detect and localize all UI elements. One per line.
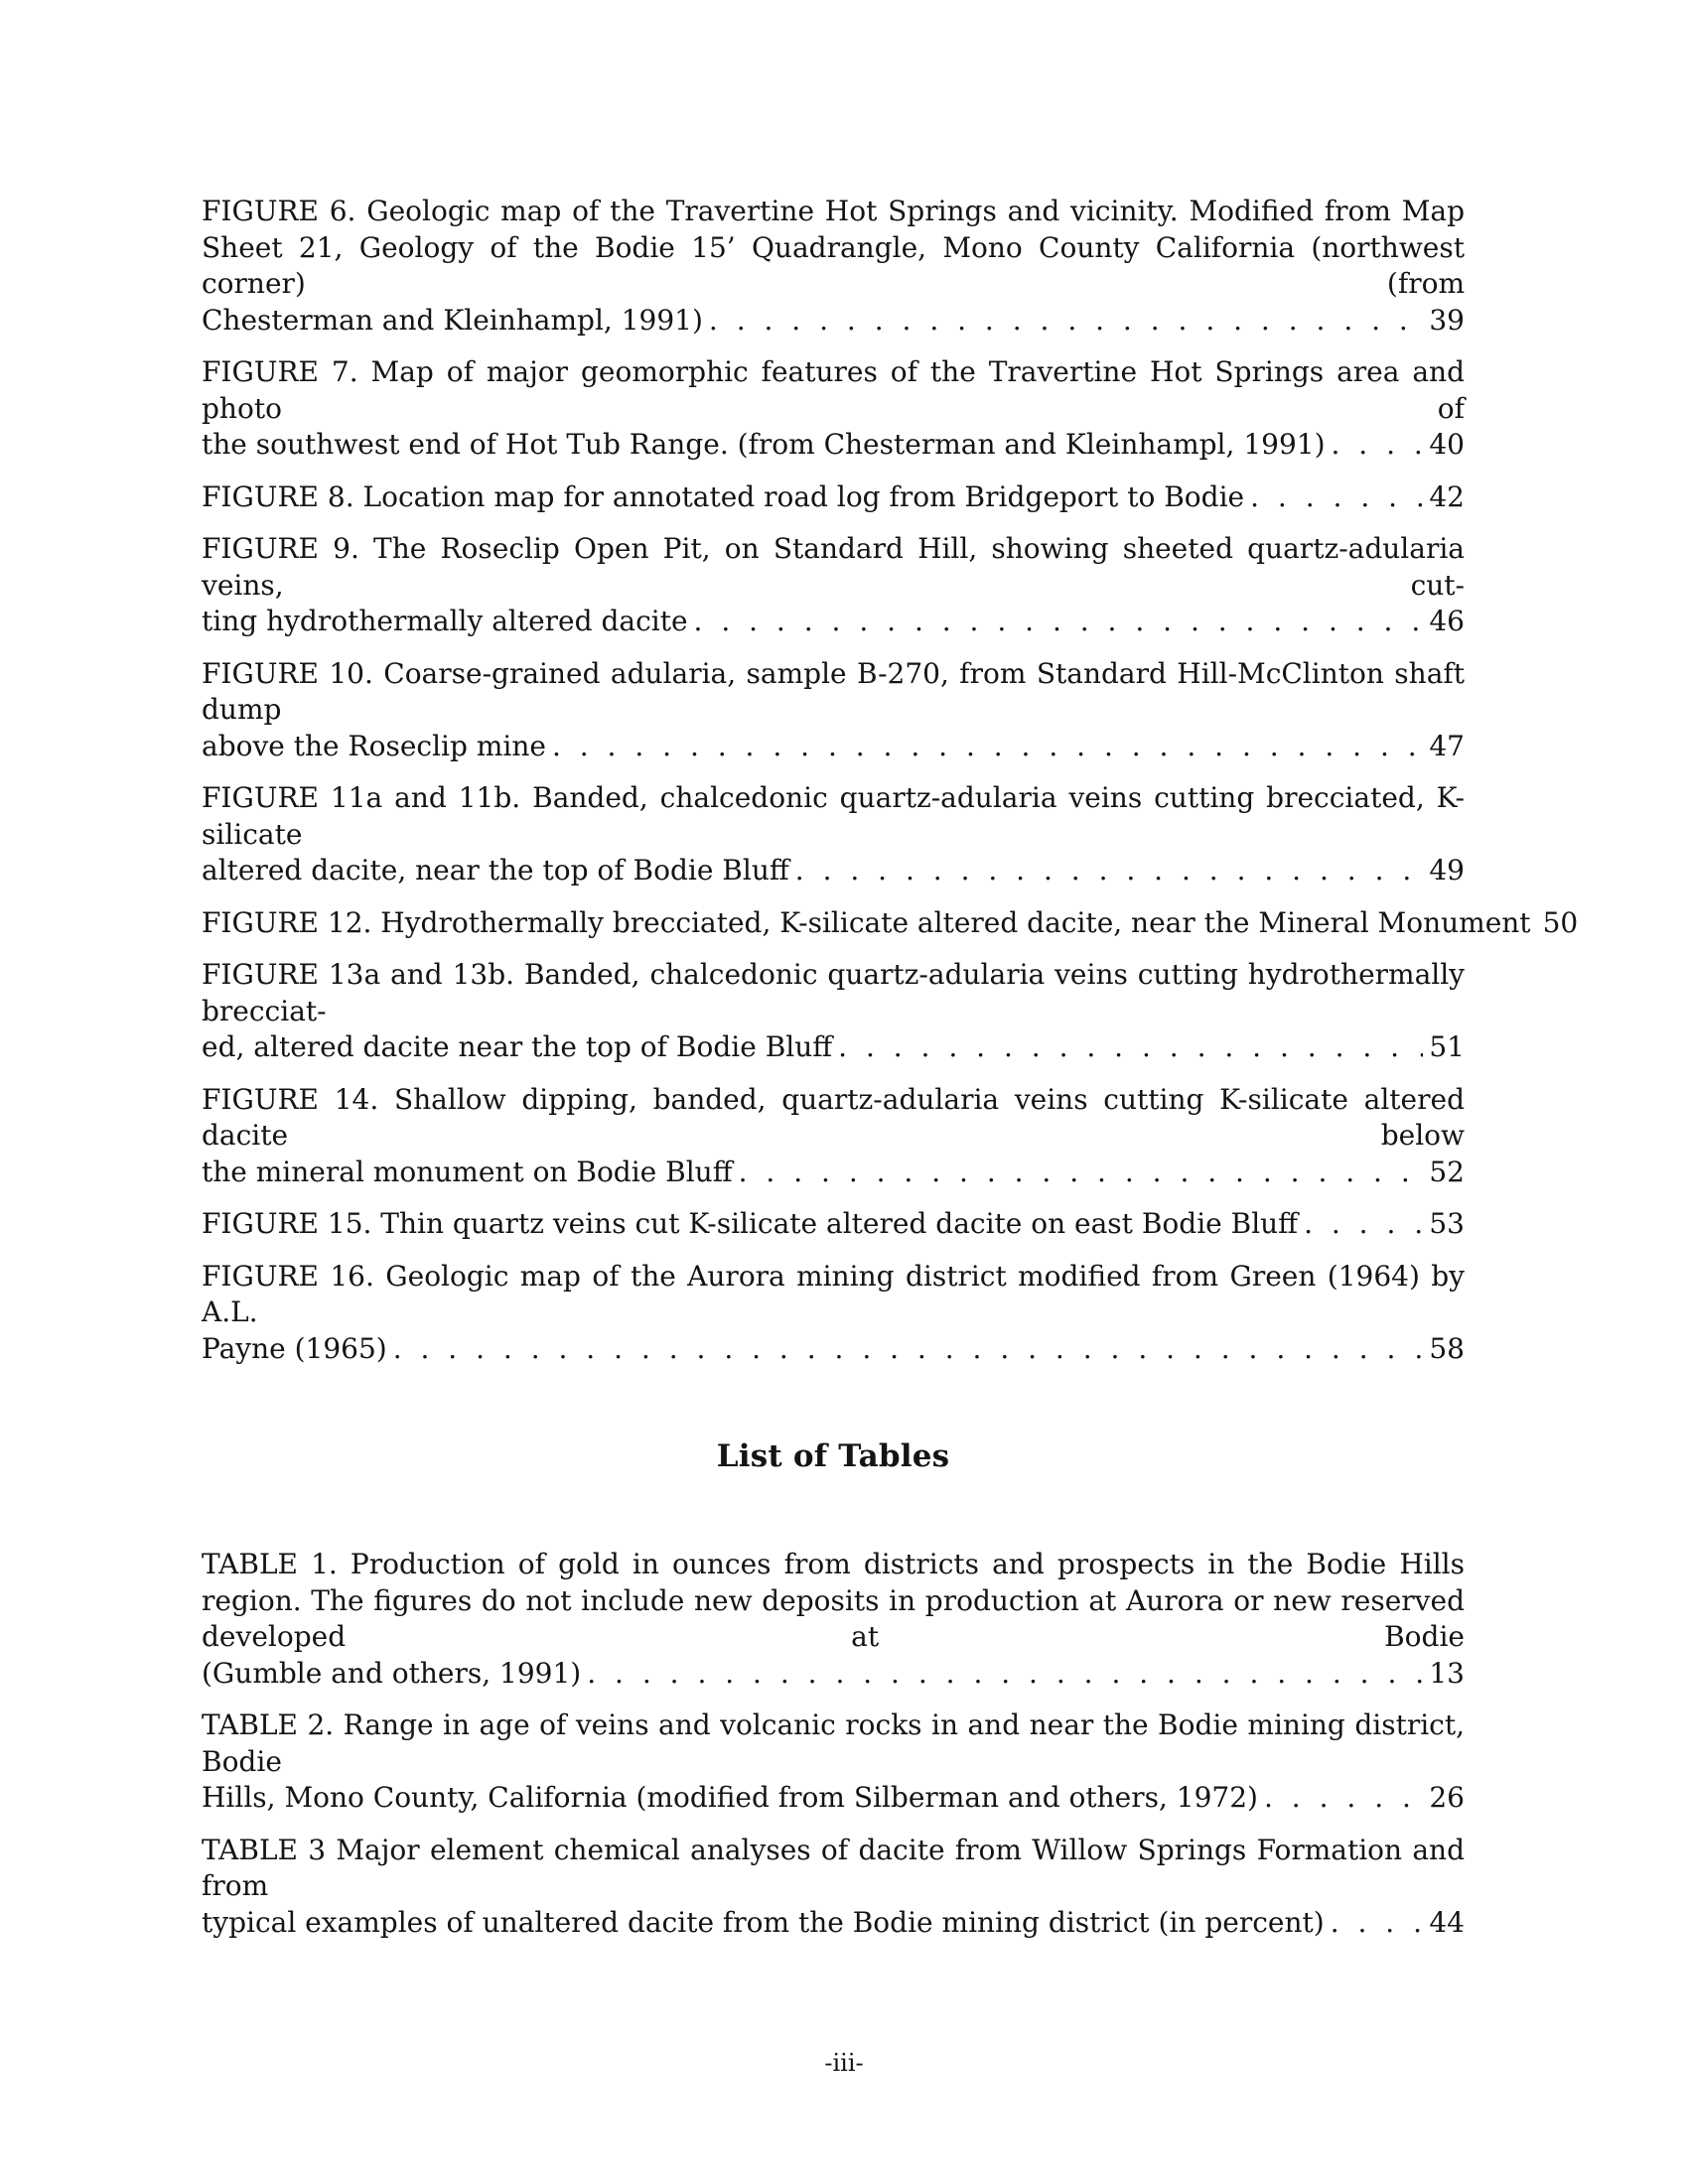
- page-content: [202, 194, 1579, 1957]
- figure-entry-text: FIGURE 14. Shallow dipping, banded, quartz-adularia veins cutting K-silicate altered dacite below: [202, 1082, 1465, 1152]
- dot-leader: [838, 1029, 1423, 1066]
- table-entry-tail-text: typical examples of unaltered dacite from the Bodie mining district (in percent): [202, 1905, 1325, 1939]
- list-of-tables: [202, 1547, 1465, 1941]
- figure-entry: [202, 1206, 1465, 1243]
- figure-entry-last-line: [202, 1331, 1465, 1368]
- table-entry-last-line: [202, 1905, 1465, 1942]
- table-entry-tail-text: Hills, Mono County, California (modified from Silberman and others, 1972): [202, 1781, 1258, 1814]
- figure-entry: [202, 194, 1465, 339]
- figure-entry: [202, 656, 1465, 765]
- table-entry: [202, 1707, 1465, 1817]
- figure-entry: [202, 1259, 1465, 1368]
- figure-entry-text: FIGURE 16. Geologic map of the Aurora mining district modified from Green (1964) by A.L.: [202, 1259, 1465, 1328]
- table-entry: [202, 1547, 1465, 1692]
- table-entry-text: TABLE 3 Major element chemical analyses of dacite from Willow Springs Formation and from: [202, 1833, 1465, 1902]
- figure-entry-tail-text: Chesterman and Kleinhampl, 1991): [202, 303, 703, 337]
- figure-page-number: 49: [1429, 854, 1465, 887]
- dot-leader: [393, 1331, 1424, 1368]
- figure-page-number: 40: [1429, 428, 1465, 461]
- figure-entry-text: FIGURE 6. Geologic map of the Travertine Hot Springs and vicinity. Modified from Map Sheet 21, Geology of the Bodie 15’ Quadrangle, Mono County California (northwest corner) (from: [202, 195, 1465, 300]
- figure-entry-tail-text: FIGURE 15. Thin quartz veins cut K-silicate altered dacite on east Bodie Bluff: [202, 1207, 1299, 1240]
- dot-leader: [1250, 479, 1423, 516]
- figure-entry-text: FIGURE 13a and 13b. Banded, chalcedonic quartz-adularia veins cutting hydrothermally brecciat-: [202, 958, 1465, 1027]
- table-entry-text: TABLE 2. Range in age of veins and volcanic rocks in and near the Bodie mining district, Bodie: [202, 1708, 1465, 1778]
- figure-entry-last-line: [202, 853, 1465, 889]
- figure-entry-text: FIGURE 7. Map of major geomorphic features of the Travertine Hot Springs area and photo of: [202, 355, 1465, 425]
- figure-entry-last-line: [202, 905, 1579, 942]
- figure-entry: [202, 957, 1465, 1066]
- figure-entry: [202, 780, 1465, 889]
- figure-entry-tail-text: the southwest end of Hot Tub Range. (from Chesterman and Kleinhampl, 1991): [202, 428, 1326, 461]
- dot-leader: [739, 1155, 1424, 1191]
- figure-entry-tail-text: FIGURE 8. Location map for annotated road log from Bridgeport to Bodie: [202, 479, 1245, 513]
- figure-page-number: 51: [1429, 1030, 1465, 1063]
- figure-entry-last-line: [202, 427, 1465, 464]
- figure-entry-last-line: [202, 1206, 1465, 1243]
- dot-leader: [587, 1656, 1423, 1693]
- dot-leader: [795, 853, 1424, 889]
- figure-entry-last-line: [202, 1029, 1465, 1066]
- table-entry-text: TABLE 1. Production of gold in ounces from districts and prospects in the Bodie Hills region. The figures do not include new deposits in production at Aurora or new reserved developed at Bodie: [202, 1548, 1465, 1653]
- figure-entry-text: FIGURE 10. Coarse-grained adularia, sample B-270, from Standard Hill-McClinton shaft dump: [202, 656, 1465, 726]
- table-entry-tail-text: (Gumble and others, 1991): [202, 1656, 582, 1690]
- figure-page-number: 52: [1429, 1155, 1465, 1188]
- section-title-list-of-tables: List of Tables: [716, 1438, 950, 1474]
- figure-entry-last-line: [202, 303, 1465, 340]
- table-page-number: 26: [1429, 1781, 1465, 1814]
- figure-entry: [202, 354, 1465, 464]
- figure-entry: [202, 531, 1465, 640]
- page-number-footer: -iii-: [824, 2049, 864, 2077]
- figure-entry-last-line: [202, 479, 1465, 516]
- dot-leader: [694, 604, 1424, 640]
- figure-entry-last-line: [202, 729, 1465, 765]
- figure-page-number: 53: [1429, 1207, 1465, 1240]
- figure-entry-tail-text: ting hydrothermally altered dacite: [202, 605, 688, 637]
- figure-entry: [202, 1082, 1465, 1191]
- table-entry-last-line: [202, 1656, 1465, 1693]
- figure-entry-tail-text: Payne (1965): [202, 1331, 387, 1365]
- figure-entry: [202, 905, 1579, 942]
- dot-leader: [552, 729, 1423, 765]
- figure-entry-tail-text: altered dacite, near the top of Bodie Bluff: [202, 854, 789, 887]
- table-entry-last-line: [202, 1780, 1465, 1817]
- figure-entry-text: FIGURE 9. The Roseclip Open Pit, on Standard Hill, showing sheeted quartz-adularia veins, cut-: [202, 532, 1465, 602]
- dot-leader: [1304, 1206, 1423, 1243]
- dot-leader: [709, 303, 1423, 340]
- figure-entry-last-line: [202, 604, 1465, 640]
- table-page-number: 44: [1429, 1905, 1465, 1939]
- figure-entry-text: FIGURE 11a and 11b. Banded, chalcedonic quartz-adularia veins cutting brecciated, K-silicate: [202, 781, 1465, 851]
- figure-entry-tail-text: ed, altered dacite near the top of Bodie Bluff: [202, 1030, 833, 1063]
- dot-leader: [1264, 1780, 1423, 1817]
- figure-page-number: 50: [1542, 905, 1579, 939]
- table-page-number: 13: [1429, 1656, 1465, 1690]
- table-entry: [202, 1833, 1465, 1942]
- figure-entry: [202, 479, 1465, 516]
- figure-page-number: 58: [1429, 1331, 1465, 1365]
- dot-leader: [1332, 427, 1424, 464]
- figure-page-number: 46: [1429, 605, 1465, 637]
- figure-entry-tail-text: above the Roseclip mine: [202, 729, 546, 762]
- figure-page-number: 47: [1429, 729, 1465, 762]
- figure-entry-tail-text: the mineral monument on Bodie Bluff: [202, 1155, 733, 1188]
- figure-entry-tail-text: FIGURE 12. Hydrothermally brecciated, K-silicate altered dacite, near the Mineral Monument: [202, 905, 1531, 939]
- list-of-figures: [202, 194, 1579, 1367]
- figure-page-number: 42: [1429, 479, 1465, 513]
- dot-leader: [1331, 1905, 1424, 1942]
- figure-page-number: 39: [1429, 303, 1465, 337]
- figure-entry-last-line: [202, 1155, 1465, 1191]
